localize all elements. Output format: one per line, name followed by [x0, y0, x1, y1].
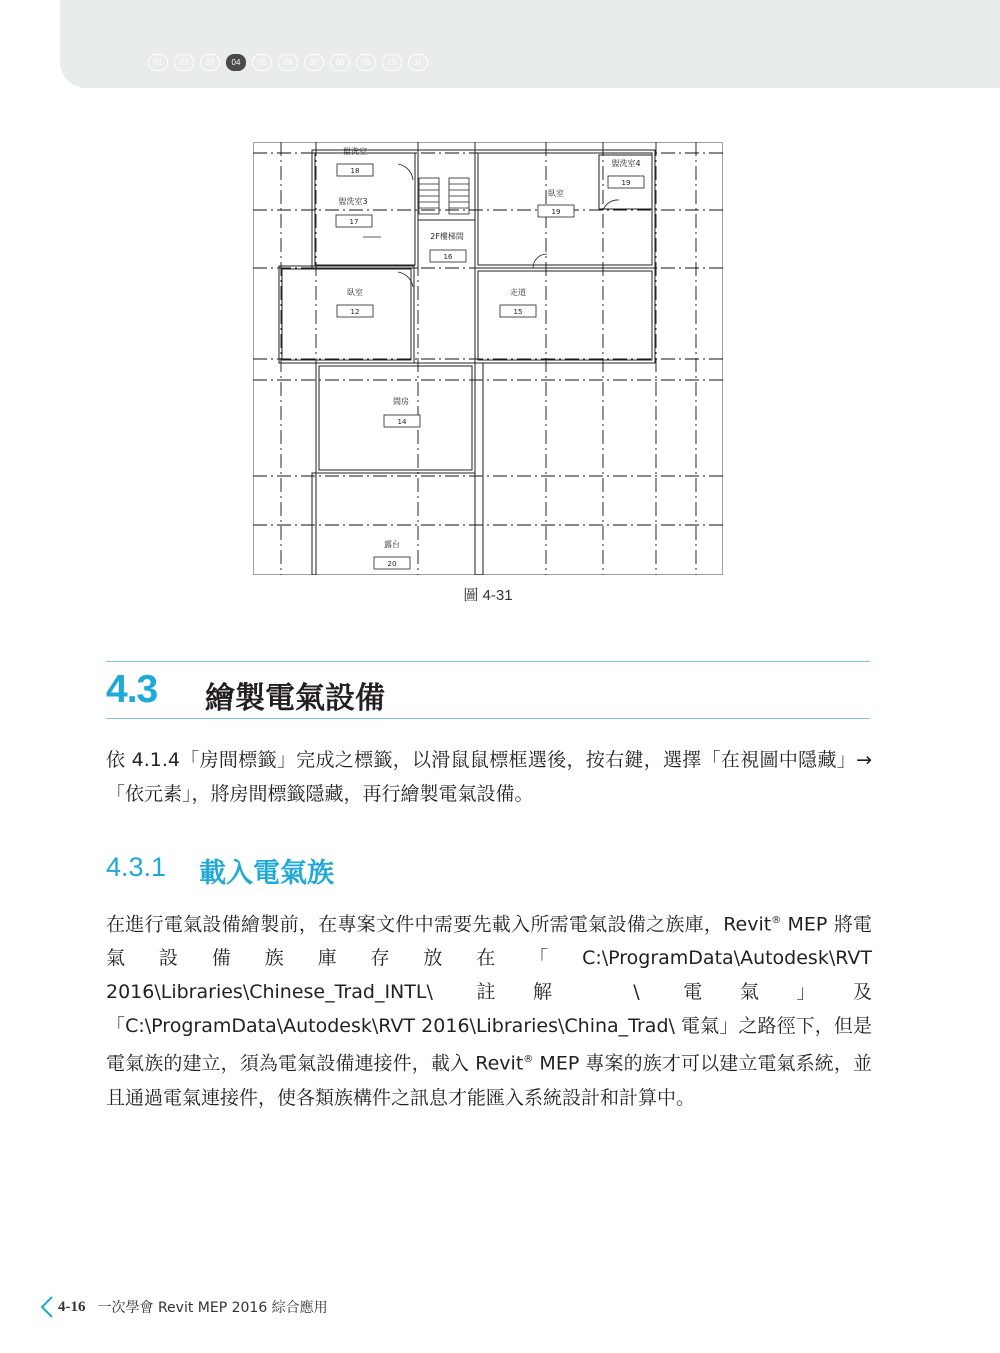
room-name: 盥洗室3: [338, 197, 368, 206]
chapter-chip[interactable]: 06: [278, 54, 298, 71]
section-rule-top: [106, 661, 870, 662]
chapter-chip[interactable]: 09: [356, 54, 376, 71]
room-name: 盥洗室: [343, 147, 367, 156]
room-number: 17: [349, 218, 359, 226]
chapter-chip[interactable]: 07: [304, 54, 324, 71]
registered-mark: ®: [771, 915, 782, 926]
body-text: MEP 專案的族才可以建立電氣系統，並且通過電氣連接件，使各類族構件之訊息才能匯入系統設計和計算中。: [106, 1052, 872, 1109]
room-name: 走道: [510, 288, 526, 297]
section-number: 4.3: [106, 668, 158, 711]
chapter-chip[interactable]: 11: [408, 54, 428, 71]
chapter-chip[interactable]: 03: [200, 54, 220, 71]
room-name: 盥洗室4: [611, 159, 641, 168]
room-number: 19: [551, 208, 561, 216]
chapter-chip[interactable]: 05: [252, 54, 272, 71]
chapter-nav: [148, 54, 428, 71]
section-title: 繪製電氣設備: [205, 681, 385, 716]
chapter-chip[interactable]: 08: [330, 54, 350, 71]
chapter-chip[interactable]: 02: [174, 54, 194, 71]
subsection-title: 載入電氣族: [199, 858, 334, 889]
header-band: [60, 0, 1000, 88]
body-text: MEP 將電氣設備族庫存放在「C:\ProgramData\Autodesk\RVT 2016\Libraries\Chinese_Trad_INTL\ 註解 \ 電氣」及「C:\ProgramData\Autodesk\RVT 2016\Libraries\China_Trad\ 電氣」之路徑下，但是電氣族的建立，須為電氣設備連接件，載入 Revit: [106, 913, 872, 1075]
body-text: 在進行電氣設備繪製前，在專案文件中需要先載入所需電氣設備之族庫，Revit: [106, 913, 772, 936]
page-footer: [40, 1296, 328, 1318]
book-title: 一次學會 Revit MEP 2016 綜合應用: [97, 1300, 328, 1316]
floor-plan-figure: [253, 142, 723, 575]
room-number: 15: [513, 308, 523, 316]
room-number: 18: [350, 167, 360, 175]
section-rule-bottom: [106, 718, 870, 719]
section-intro: 依 4.1.4「房間標籤」完成之標籤，以滑鼠鼠標框選後，按右鍵，選擇「在視圖中隱藏」→「依元素」，將房間標籤隱藏，再行繪製電氣設備。: [106, 749, 872, 805]
chapter-chip[interactable]: 10: [382, 54, 402, 71]
room-number: 14: [397, 418, 407, 426]
room-name: 臥室: [548, 189, 564, 198]
registered-mark: ®: [523, 1054, 534, 1066]
chapter-chip-active[interactable]: 04: [226, 54, 246, 71]
chevron-left-icon: [40, 1296, 54, 1318]
figure-caption: 圖 4-31: [463, 587, 513, 604]
subsection-number: 4.3.1: [106, 852, 167, 882]
subsection-body: [106, 904, 872, 1115]
room-number: 20: [387, 560, 397, 568]
room-number: 19: [621, 179, 631, 187]
room-name: 間房: [393, 397, 409, 406]
floor-plan-drawing: [253, 142, 723, 575]
room-name: 2F樓梯間: [430, 232, 464, 241]
room-number: 12: [350, 308, 360, 316]
room-name: 臥室: [347, 288, 363, 297]
room-name: 露台: [384, 540, 400, 549]
page-number: 4-16: [58, 1298, 86, 1315]
room-number: 16: [443, 253, 453, 261]
chapter-chip[interactable]: 01: [148, 54, 168, 71]
